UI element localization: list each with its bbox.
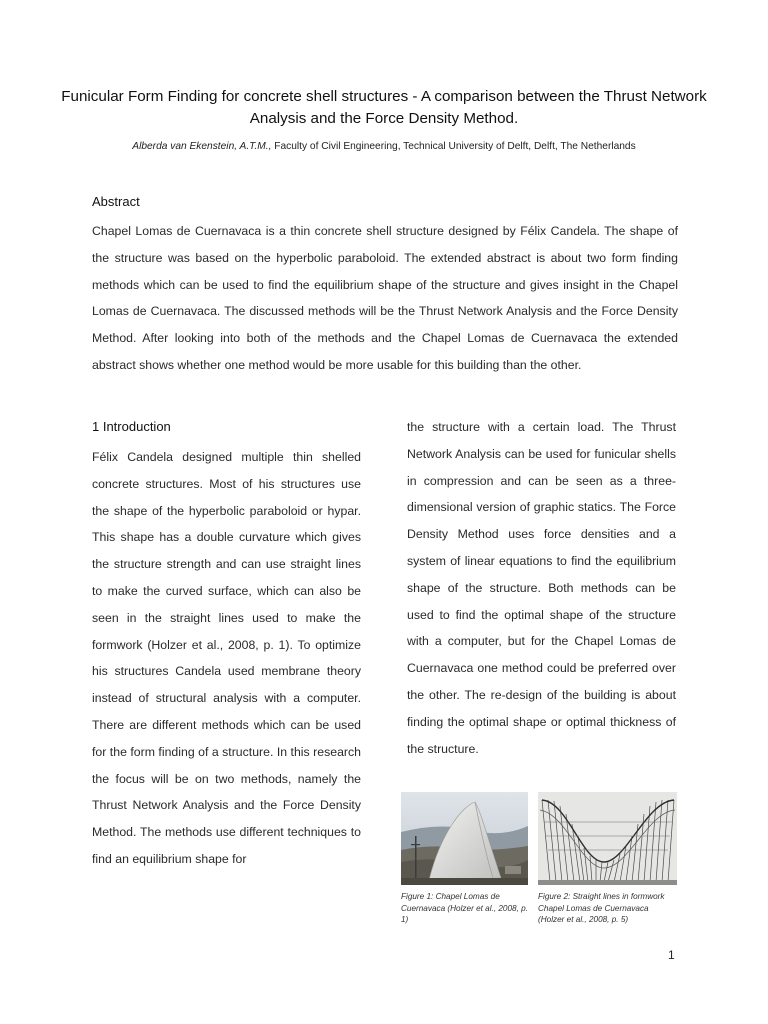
paper-title: Funicular Form Finding for concrete shell structures - A comparison between the Thrust Network Analysis and the Force Density Method. bbox=[61, 88, 707, 127]
introduction-text-right: the structure with a certain load. The Thrust Network Analysis can be used for funicular shells in compression and can be seen as a three-dimensional version of graphic statics. The Force Density Method uses force densities and a system of linear equations to find the equilibrium shape of the structure. Both methods can be used to find the optimal shape of the structure with a computer, but for the Chapel Lomas de Cuernavaca one method could be preferred over the other. The re-design of the building is about finding the optimal shape or optimal thickness of the structure. bbox=[407, 420, 676, 756]
figure-2 bbox=[538, 792, 677, 926]
section-heading-introduction: 1 Introduction bbox=[92, 419, 171, 434]
left-column bbox=[92, 417, 361, 873]
author-line bbox=[30, 139, 738, 155]
introduction-text-left: Félix Candela designed multiple thin shelled concrete structures. Most of his structures use the shape of the hyperbolic paraboloid or hypar. This shape has a double curvature which gives the structure strength and can use straight lines to make the curved surface, which can also be seen in the straight lines used to make the formwork (Holzer et al., 2008, p. 1). To optimize his structures Candela used membrane theory instead of structural analysis with a computer. There are different methods which can be used for the form finding of a structure. In this research the focus will be on two methods, namely the Thrust Network Analysis and the Force Density Method. The methods use different techniques to find an equilibrium shape for bbox=[92, 450, 361, 866]
figure-2-caption: Figure 2: Straight lines in formwork Chapel Lomas de Cuernavaca (Holzer et al., 2008, p. 5) bbox=[538, 892, 665, 924]
chapel-photo bbox=[401, 792, 528, 885]
author-affiliation: Faculty of Civil Engineering, Technical University of Delft, Delft, The Netherlands bbox=[271, 141, 636, 152]
abstract-heading: Abstract bbox=[92, 194, 140, 209]
figures bbox=[401, 792, 677, 942]
figure-1 bbox=[401, 792, 528, 926]
author-names: Alberda van Ekenstein, A.T.M., bbox=[132, 141, 272, 152]
figure-1-caption: Figure 1: Chapel Lomas de Cuernavaca (Holzer et al., 2008, p. 1) bbox=[401, 892, 528, 924]
abstract-text: Chapel Lomas de Cuernavaca is a thin concrete shell structure designed by Félix Candela. The shape of the structure was based on the hyperbolic paraboloid. The extended abstract is about two form finding methods which can be used to find the equilibrium shape of the structure and gives insight in the Chapel Lomas de Cuernavaca. The discussed methods will be the Thrust Network Analysis and the Force Density Method. After looking into both of the methods and the Chapel Lomas de Cuernavaca the extended abstract shows whether one method would be more usable for this building than the other. bbox=[92, 224, 678, 372]
page-number: 1 bbox=[668, 948, 675, 962]
formwork-photo bbox=[538, 792, 677, 885]
right-column bbox=[407, 417, 676, 762]
